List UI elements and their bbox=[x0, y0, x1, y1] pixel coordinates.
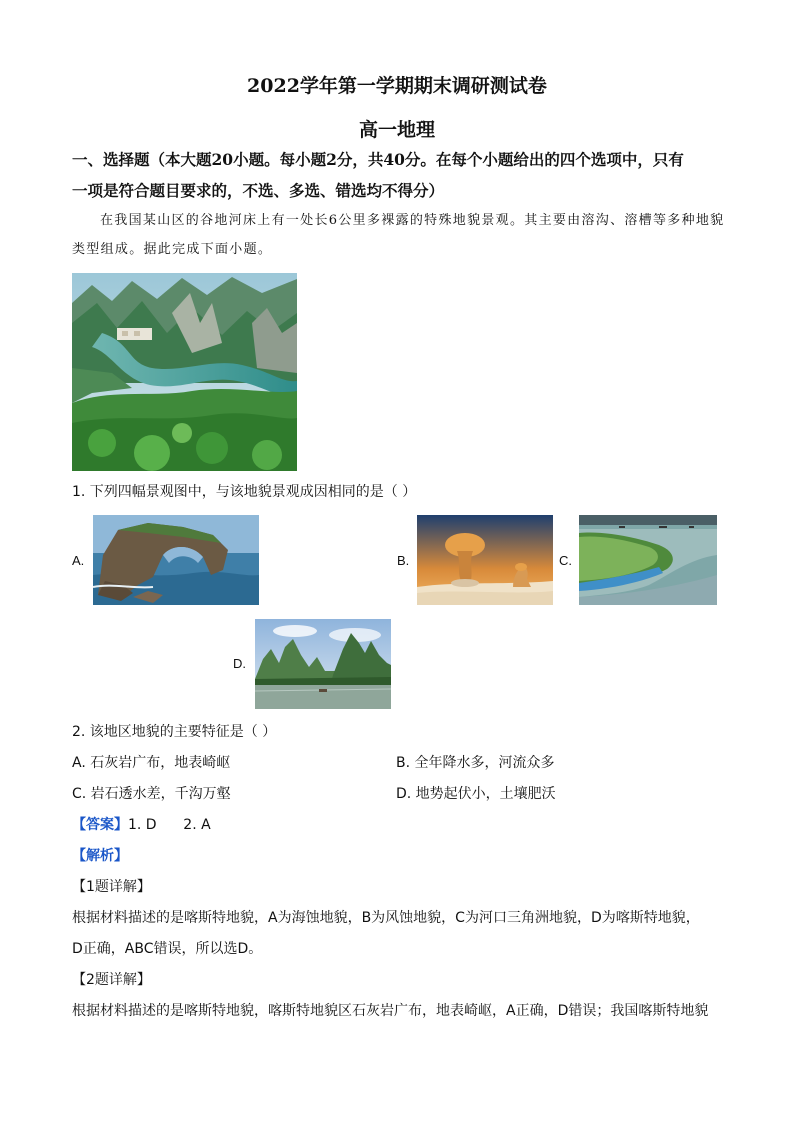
section-heading bbox=[72, 144, 722, 206]
q1-option-b-label[interactable]: B. bbox=[397, 553, 410, 568]
exam-subject: 高一地理 bbox=[358, 119, 435, 141]
detail-2-text bbox=[72, 996, 722, 1027]
q1-option-a-label[interactable]: A. bbox=[72, 553, 85, 568]
material-line-2: 类型组成。据此完成下面小题。 bbox=[72, 242, 273, 257]
section-heading-line-2: 一项是符合题目要求的，不选、多选、错选均不得分） bbox=[72, 181, 445, 200]
detail-2-line-1: 根据材料描述的是喀斯特地貌，喀斯特地貌区石灰岩广布，地表崎岖，A正确，D错误；我国喀斯特地貌 bbox=[72, 1003, 709, 1019]
answer-row bbox=[72, 815, 211, 835]
question-1-stem: 1. 下列四幅景观图中，与该地貌景观成因相同的是（ ） bbox=[72, 484, 417, 500]
material-intro bbox=[72, 206, 727, 264]
answer-label: 【答案】 bbox=[72, 817, 128, 833]
q2-option-c[interactable]: C. 岩石透水差，千沟万壑 bbox=[72, 786, 231, 802]
detail-1-label: 【1题详解】 bbox=[72, 879, 151, 895]
detail-2-label: 【2题详解】 bbox=[72, 972, 151, 988]
q1-option-a-sea-arch-photo[interactable] bbox=[93, 515, 259, 605]
q2-option-d[interactable]: D. 地势起伏小，土壤肥沃 bbox=[396, 786, 556, 802]
detail-1-line-2: D正确，ABC错误，所以选D。 bbox=[72, 941, 263, 957]
analysis-label: 【解析】 bbox=[72, 848, 128, 864]
exam-title: 2022学年第一学期期末调研测试卷 bbox=[247, 75, 547, 97]
q2-option-a[interactable]: A. 石灰岩广布，地表崎岖 bbox=[72, 755, 231, 771]
q1-option-c-delta-photo[interactable] bbox=[579, 515, 717, 605]
q2-option-b[interactable]: B. 全年降水多，河流众多 bbox=[396, 755, 555, 771]
section-heading-line-1: 一、选择题（本大题20小题。每小题2分，共40分。在每个小题给出的四个选项中，只有 bbox=[72, 150, 684, 169]
q1-option-c-label[interactable]: C. bbox=[559, 553, 572, 568]
material-line-1: 在我国某山区的谷地河床上有一处长6公里多裸露的特殊地貌景观。其主要由溶沟、溶槽等多种地貌 bbox=[100, 213, 725, 228]
detail-1-text bbox=[72, 903, 722, 965]
q1-option-b-mushroom-rock-photo[interactable] bbox=[417, 515, 553, 605]
q1-option-d-label[interactable]: D. bbox=[233, 656, 246, 671]
answer-text: 1. D 2. A bbox=[128, 817, 211, 833]
karst-landscape-photo bbox=[72, 273, 297, 471]
detail-1-line-1: 根据材料描述的是喀斯特地貌，A为海蚀地貌，B为风蚀地貌，C为河口三角洲地貌，D为喀斯特地貌， bbox=[72, 910, 700, 926]
q1-option-d-karst-peaks-photo[interactable] bbox=[255, 619, 391, 709]
question-2-stem: 2. 该地区地貌的主要特征是（ ） bbox=[72, 724, 277, 740]
